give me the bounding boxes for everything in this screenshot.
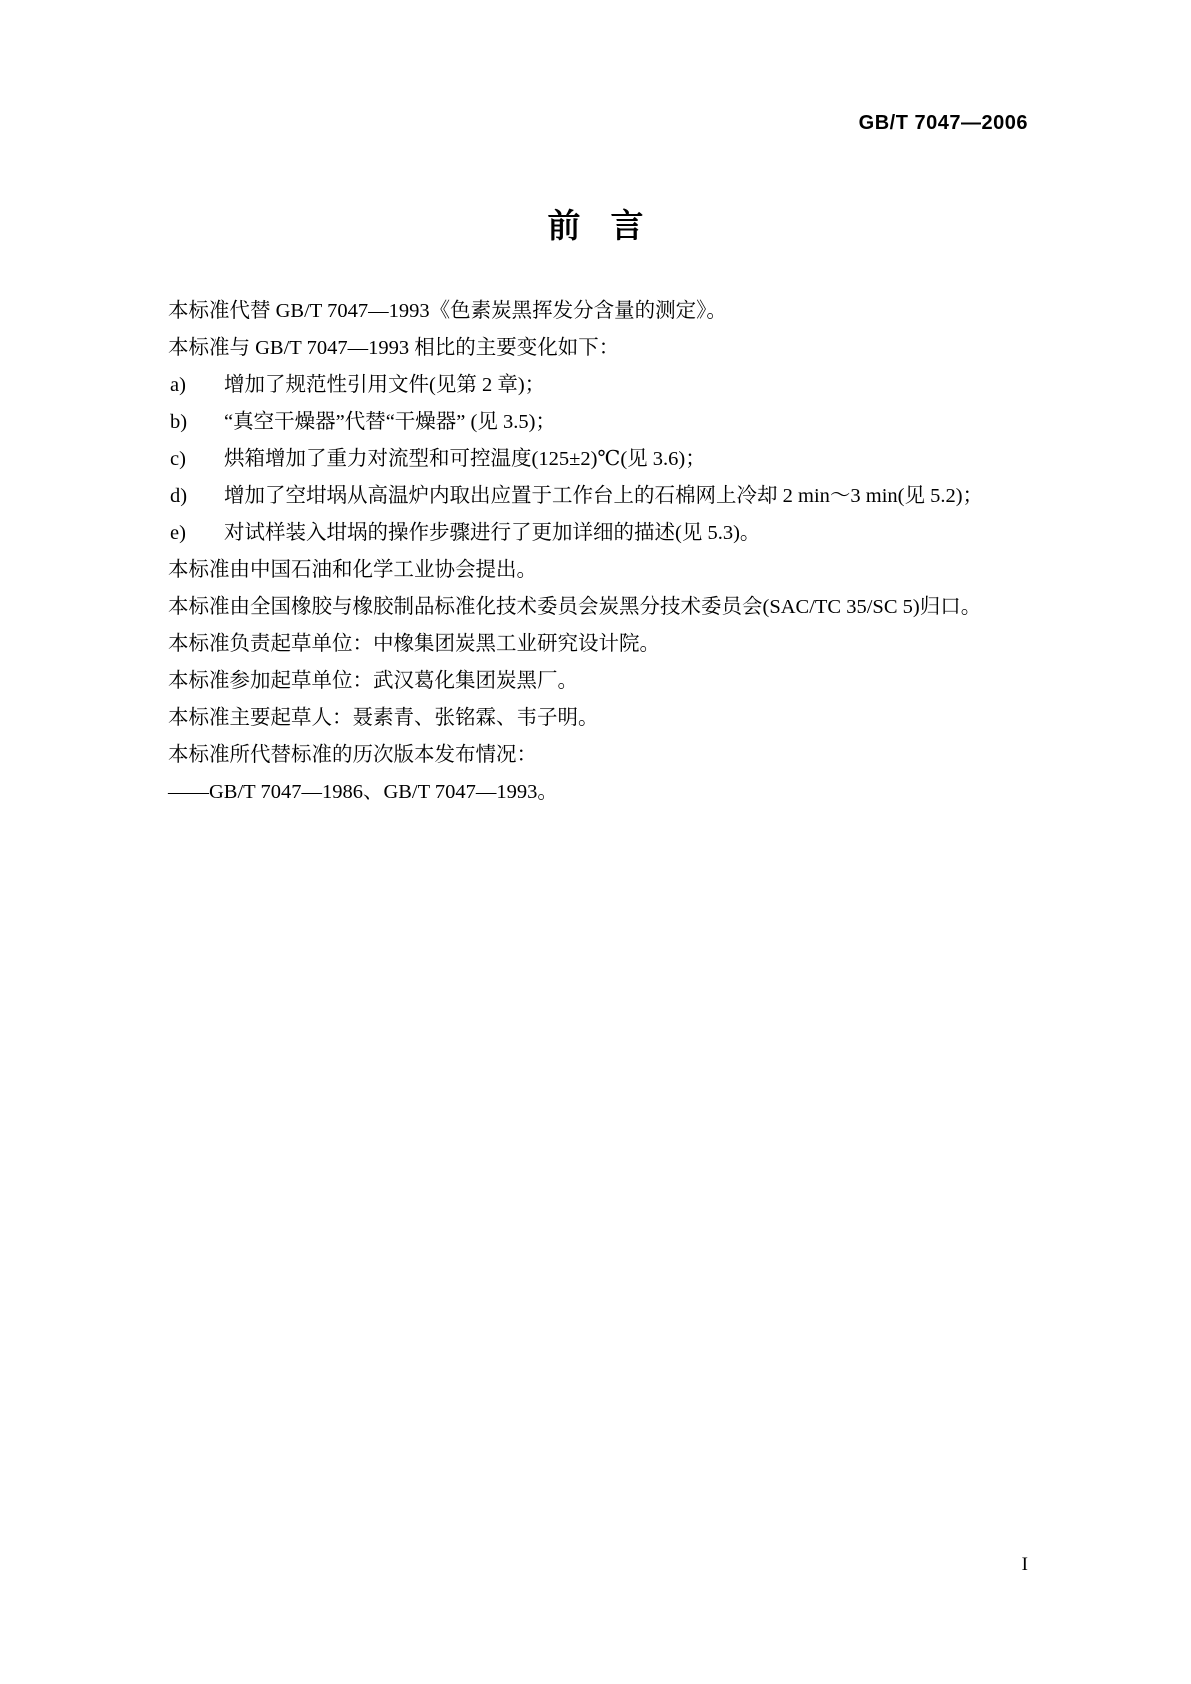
- list-item: [168, 517, 1048, 554]
- page-title: 前言: [547, 206, 674, 245]
- list-item-label: 对试样装入坩埚的操作步骤进行了更加详细的描述(见 5.3)。: [224, 522, 761, 544]
- paragraph: 本标准由全国橡胶与橡胶制品标准化技术委员会炭黑分技术委员会(SAC/TC 35/SC 5)归口。: [168, 596, 982, 618]
- page-number: I: [1021, 1554, 1028, 1575]
- list-item-marker: b): [170, 411, 188, 433]
- paragraph: 本标准由中国石油和化学工业协会提出。: [168, 559, 537, 581]
- list-item-label: 增加了规范性引用文件(见第 2 章)；: [224, 374, 546, 396]
- foreword-body: [168, 295, 1048, 813]
- paragraph: ——GB/T 7047—1986、GB/T 7047—1993。: [168, 781, 558, 803]
- paragraph: 本标准所代替标准的历次版本发布情况：: [168, 744, 537, 766]
- paragraph: 本标准代替 GB/T 7047—1993《色素炭黑挥发分含量的测定》。: [168, 300, 727, 322]
- list-item-label: “真空干燥器”代替“干燥器” (见 3.5)；: [224, 411, 556, 433]
- paragraph: 本标准负责起草单位：中橡集团炭黑工业研究设计院。: [168, 633, 660, 655]
- list-item-marker: d): [170, 485, 188, 507]
- list-item: [168, 480, 1048, 517]
- paragraph: 本标准与 GB/T 7047—1993 相比的主要变化如下：: [168, 337, 620, 359]
- list-item-label: 增加了空坩埚从高温炉内取出应置于工作台上的石棉网上冷却 2 min～3 min(见 5.2)；: [224, 485, 984, 507]
- standard-code-header: GB/T 7047—2006: [858, 112, 1028, 134]
- paragraph: 本标准主要起草人：聂素青、张铭霖、韦子明。: [168, 707, 599, 729]
- list-item-marker: e): [170, 522, 186, 544]
- paragraph: 本标准参加起草单位：武汉葛化集团炭黑厂。: [168, 670, 578, 692]
- list-item-marker: a): [170, 374, 186, 396]
- list-item: [168, 369, 1048, 406]
- list-item: [168, 443, 1048, 480]
- list-item-label: 烘箱增加了重力对流型和可控温度(125±2)℃(见 3.6)；: [224, 448, 706, 470]
- list-item: [168, 406, 1048, 443]
- list-item-marker: c): [170, 448, 186, 470]
